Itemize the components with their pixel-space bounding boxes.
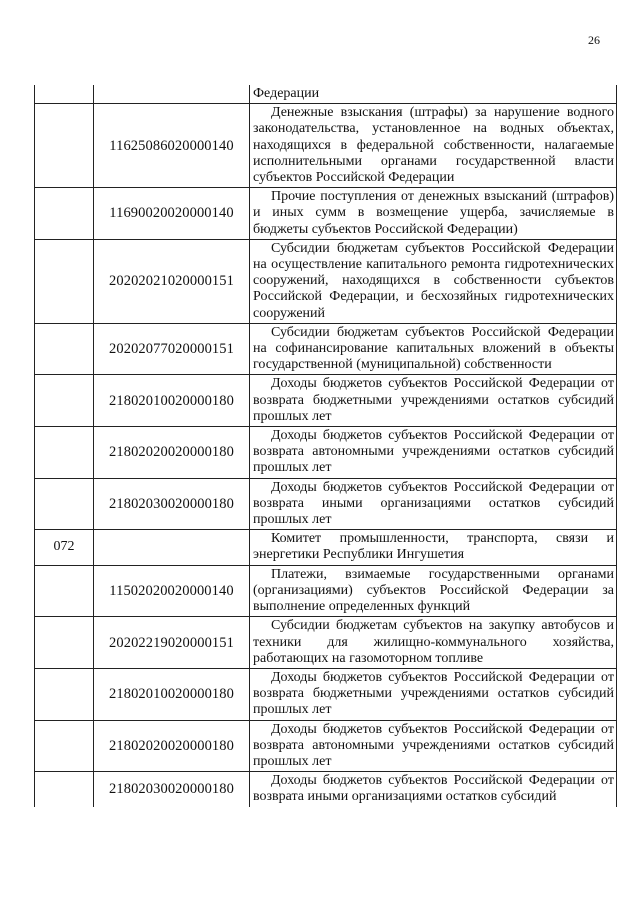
revenue-name-text: Федерации (253, 86, 320, 101)
revenue-code-cell: 21802030020000180 (94, 478, 250, 530)
revenue-code-cell: 20202219020000151 (94, 617, 250, 669)
table-row (35, 668, 617, 720)
table-body (35, 85, 617, 807)
revenue-code-cell: 11502020020000140 (94, 565, 250, 617)
revenue-code-cell: 21802010020000180 (94, 375, 250, 427)
revenue-name-text: Доходы бюджетов субъектов Российской Федерации от возврата автономными учреждениями остатков субсидий прошлых лет (253, 428, 614, 476)
revenue-name-cell (250, 239, 617, 323)
admin-code-cell (35, 427, 94, 479)
revenue-name-text: Субсидии бюджетам субъектов Российской Федерации на софинансирование капитальных вложений в объекты государственной (муниципальной) собственности (253, 324, 614, 373)
revenue-name-text: Платежи, взимаемые государственными органами (организациями) субъектов Российской Федерации за выполнение определенных функций (253, 566, 614, 615)
revenue-name-cell (250, 85, 617, 104)
table-row (35, 188, 617, 240)
table-row (35, 720, 617, 772)
revenue-name-cell (250, 104, 617, 188)
revenue-name-text: Прочие поступления от денежных взысканий (штрафов) и иных сумм в возмещение ущерба, зачисляемые в бюджеты субъектов Российской Федерации) (253, 189, 614, 237)
revenue-code-cell: 20202021020000151 (94, 239, 250, 323)
revenue-name-cell (250, 668, 617, 720)
revenue-code-cell: 21802010020000180 (94, 668, 250, 720)
admin-code-cell: 072 (35, 530, 94, 565)
revenue-name-cell (250, 530, 617, 565)
revenue-name-cell (250, 188, 617, 240)
revenue-code-cell (94, 530, 250, 565)
admin-code-cell (35, 375, 94, 427)
admin-code-cell (35, 772, 94, 807)
admin-code-cell (35, 188, 94, 240)
admin-code-cell (35, 85, 94, 104)
table-row (35, 323, 617, 375)
admin-code-cell (35, 668, 94, 720)
revenue-name-cell (250, 617, 617, 669)
revenue-table-container (34, 85, 617, 807)
page-number: 26 (588, 33, 600, 47)
revenue-code-cell: 11690020020000140 (94, 188, 250, 240)
revenue-name-cell (250, 375, 617, 427)
table-row (35, 772, 617, 807)
table-row (35, 85, 617, 104)
admin-code-cell (35, 104, 94, 188)
table-row (35, 617, 617, 669)
revenue-name-text: Доходы бюджетов субъектов Российской Федерации от возврата иными организациями остатков субсидий (253, 773, 614, 805)
table-row (35, 530, 617, 565)
revenue-name-text: Комитет промышленности, транспорта, связи и энергетики Республики Ингушетия (253, 531, 614, 563)
revenue-code-cell: 21802030020000180 (94, 772, 250, 807)
revenue-name-text: Доходы бюджетов субъектов Российской Федерации от возврата иными организациями остатков субсидий прошлых лет (253, 479, 614, 528)
admin-code-cell (35, 565, 94, 617)
admin-code-cell (35, 617, 94, 669)
table-row (35, 104, 617, 188)
revenue-name-text: Доходы бюджетов субъектов Российской Федерации от возврата бюджетными учреждениями остатков субсидий прошлых лет (253, 669, 614, 718)
revenue-code-cell: 20202077020000151 (94, 323, 250, 375)
table-row (35, 375, 617, 427)
admin-code-cell (35, 323, 94, 375)
revenue-code-cell: 11625086020000140 (94, 104, 250, 188)
table-row (35, 427, 617, 479)
table-row (35, 565, 617, 617)
revenue-name-cell (250, 772, 617, 807)
revenue-name-cell (250, 478, 617, 530)
table-row (35, 239, 617, 323)
revenue-code-cell: 21802020020000180 (94, 720, 250, 772)
admin-code-cell (35, 239, 94, 323)
revenue-code-cell (94, 85, 250, 104)
revenue-name-cell (250, 323, 617, 375)
revenue-name-cell (250, 720, 617, 772)
admin-code-cell (35, 478, 94, 530)
table-row (35, 478, 617, 530)
revenue-codes-table (34, 85, 617, 807)
revenue-code-cell: 21802020020000180 (94, 427, 250, 479)
revenue-name-text: Субсидии бюджетам субъектов Российской Федерации на осуществление капитального ремонта гидротехнических сооружений, находящихся в собственности субъектов Российской Федерации, и бесхозяйных гидротехнических сооружений (253, 240, 614, 321)
revenue-name-text: Доходы бюджетов субъектов Российской Федерации от возврата автономными учреждениями остатков субсидий прошлых лет (253, 721, 614, 769)
revenue-name-text: Денежные взыскания (штрафы) за нарушение водного законодательства, установленное на водных объектах, находящихся в федеральной собственности, налагаемые исполнительными органами государственной власти субъектов Российской Федерации (253, 105, 614, 186)
revenue-name-text: Доходы бюджетов субъектов Российской Федерации от возврата бюджетными учреждениями остатков субсидий прошлых лет (253, 376, 614, 424)
revenue-name-text: Субсидии бюджетам субъектов на закупку автобусов и техники для жилищно-коммунального хозяйства, работающих на газомоторном топливе (253, 618, 614, 666)
revenue-name-cell (250, 565, 617, 617)
admin-code-cell (35, 720, 94, 772)
revenue-name-cell (250, 427, 617, 479)
